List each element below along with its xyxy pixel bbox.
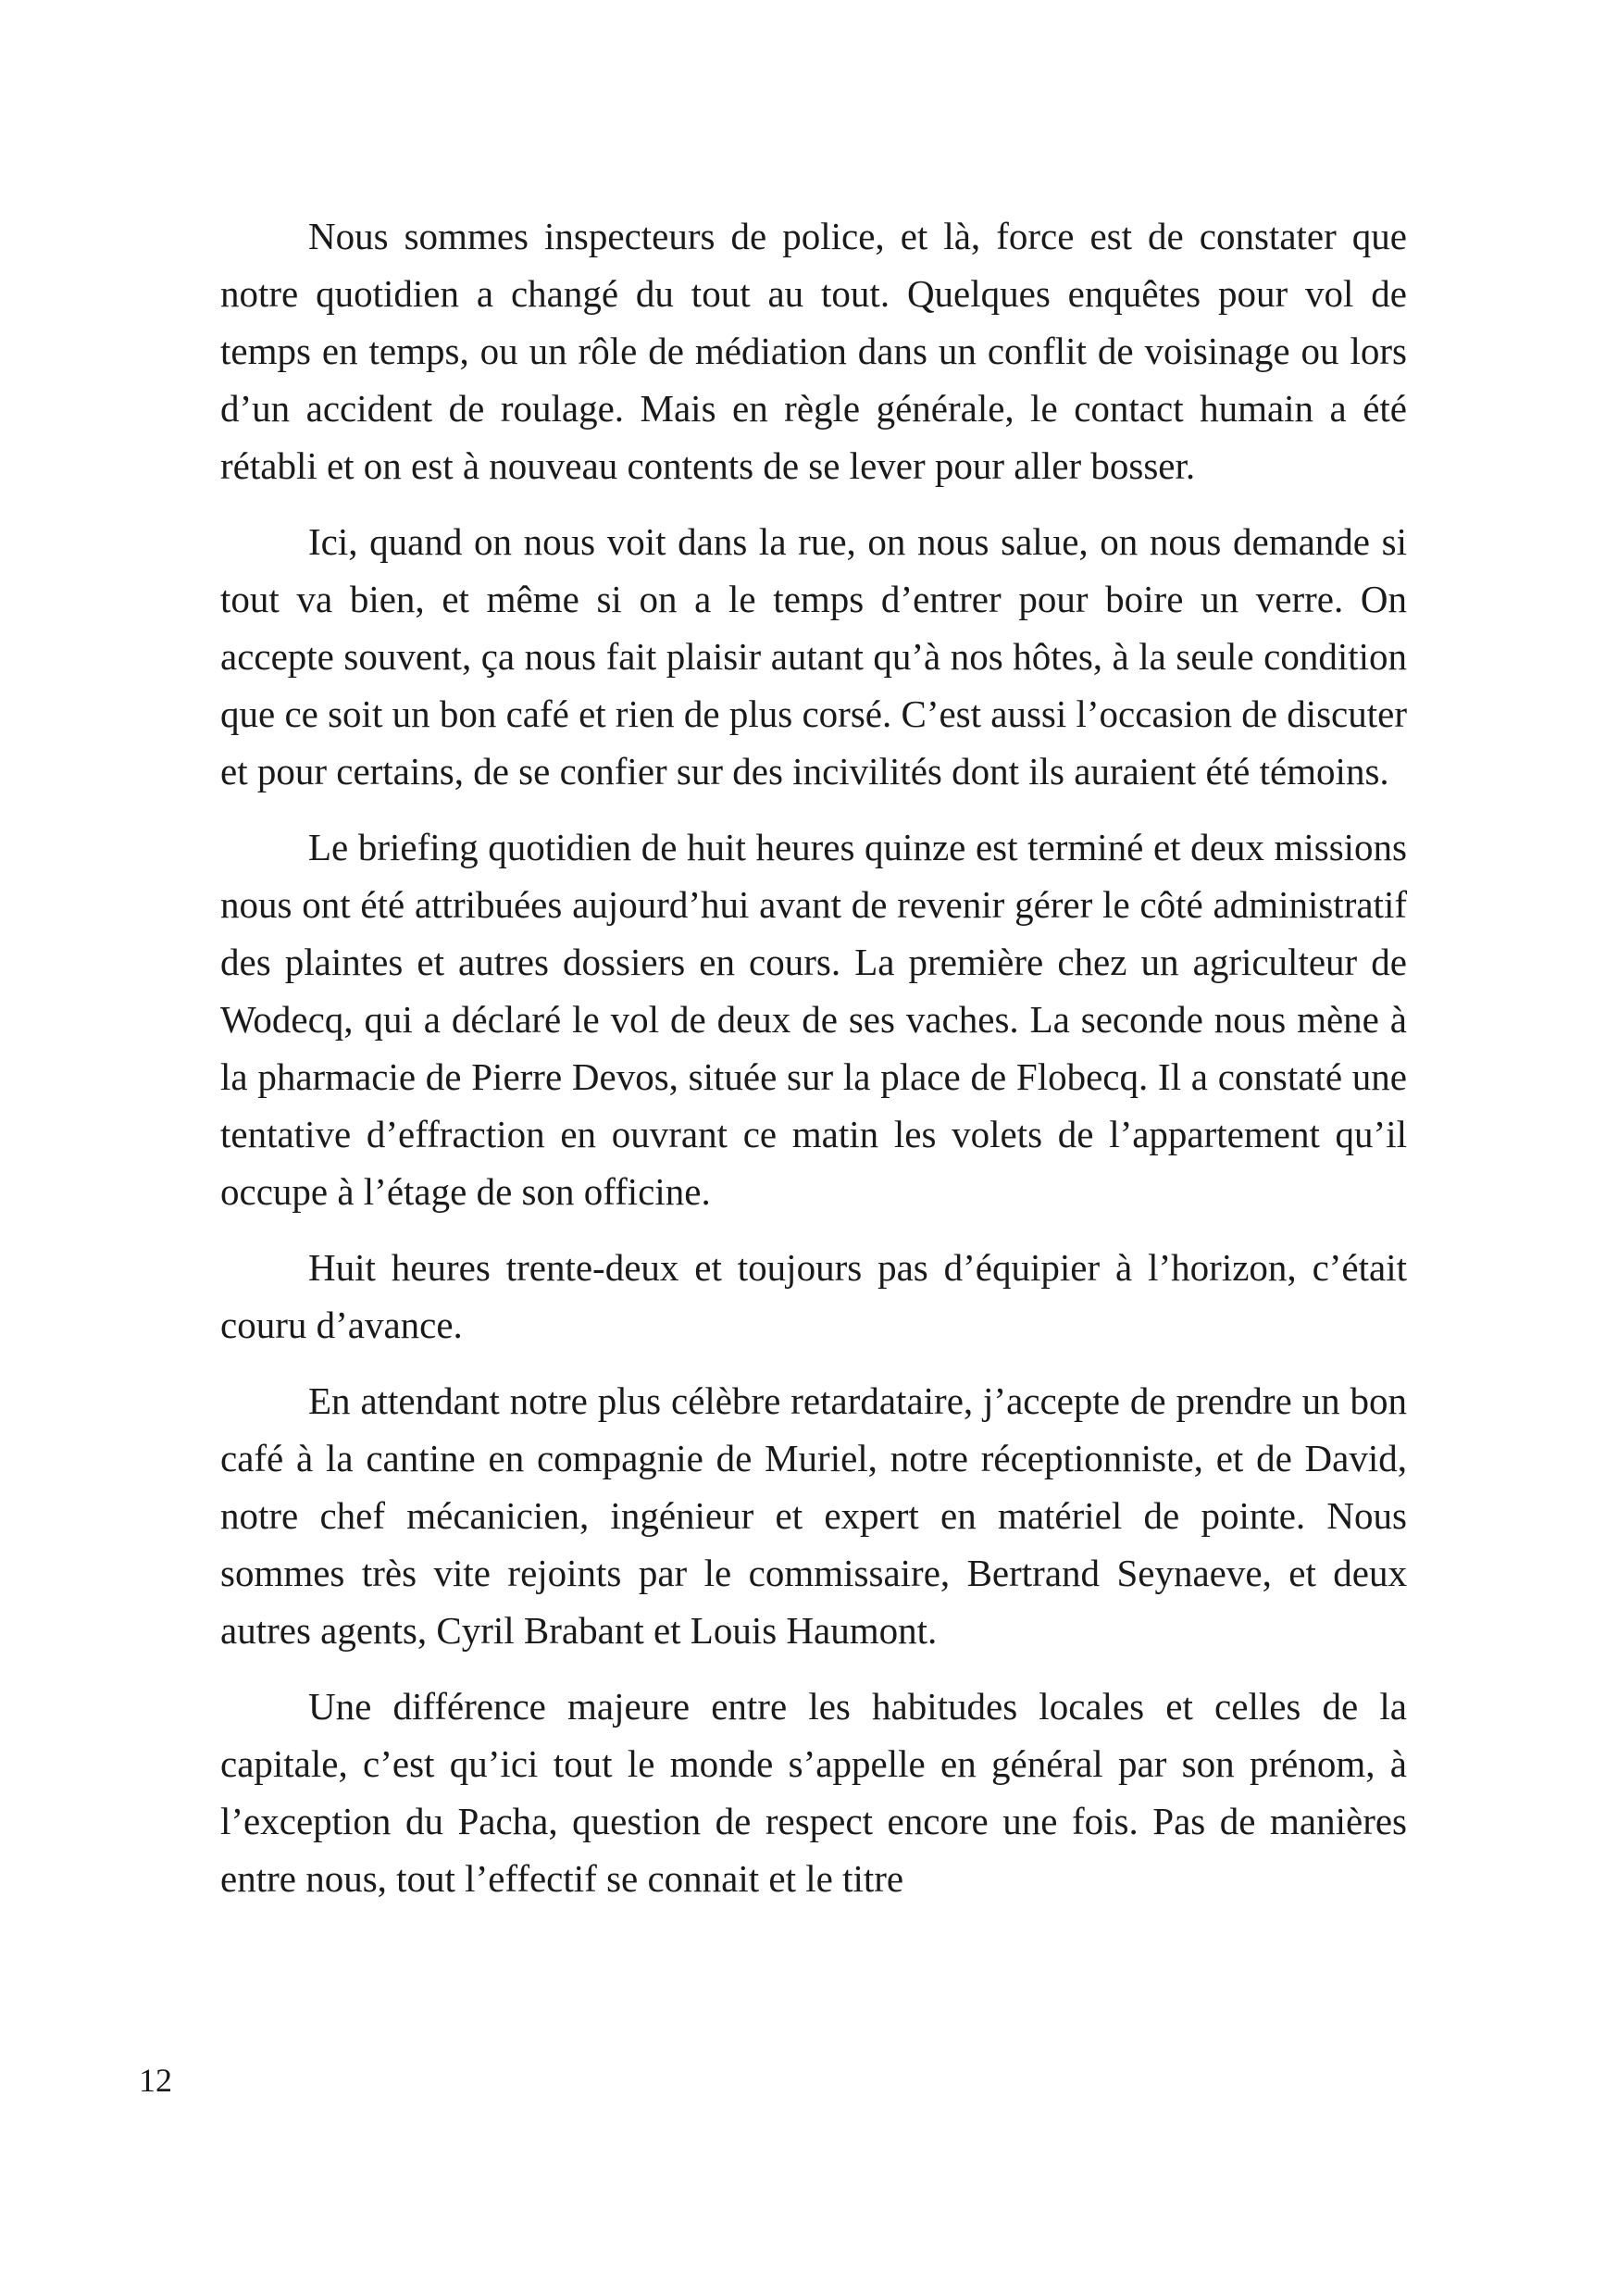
paragraph: En attendant notre plus célèbre retardataire, j’accepte de prendre un bon café à la cantine en compagnie de Muriel, notre réceptionniste, et de David, notre chef mécanicien, ingénieur et expert en matériel de pointe. Nous sommes très vite rejoints par le commissaire, Bertrand Seynaeve, et deux autres agents, Cyril Brabant et Louis Haumont.: [220, 1379, 1407, 1652]
page-number: 12: [139, 2062, 172, 2099]
paragraph: Ici, quand on nous voit dans la rue, on nous salue, on nous demande si tout va bien, et même si on a le temps d’entrer pour boire un verre. On accepte souvent, ça nous fait plaisir autant qu’à nos hôtes, à la seule condition que ce soit un bon café et rien de plus corsé. C’est aussi l’occasion de discuter et pour certains, de se confier sur des incivilités dont ils auraient été témoins.: [220, 520, 1407, 792]
paragraph: Une différence majeure entre les habitudes locales et celles de la capitale, c’est qu’ici tout le monde s’appelle en général par son prénom, à l’exception du Pacha, question de respect encore une fois. Pas de manières entre nous, tout l’effectif se connait et le titre: [220, 1685, 1407, 1900]
paragraph: Huit heures trente-deux et toujours pas d’équipier à l’horizon, c’était couru d’avance.: [220, 1246, 1407, 1346]
body-text: [220, 207, 1407, 1926]
paragraph: Le briefing quotidien de huit heures quinze est terminé et deux missions nous ont été attribuées aujourd’hui avant de revenir gérer le côté administratif des plaintes et autres dossiers en cours. La première chez un agriculteur de Wodecq, qui a déclaré le vol de deux de ses vaches. La seconde nous mène à la pharmacie de Pierre Devos, située sur la place de Flobecq. Il a constaté une tentative d’effraction en ouvrant ce matin les volets de l’appartement qu’il occupe à l’étage de son officine.: [220, 826, 1407, 1213]
paragraph: Nous sommes inspecteurs de police, et là, force est de constater que notre quotidien a changé du tout au tout. Quelques enquêtes pour vol de temps en temps, ou un rôle de médiation dans un conflit de voisinage ou lors d’un accident de roulage. Mais en règle générale, le contact humain a été rétabli et on est à nouveau contents de se lever pour aller bosser.: [220, 215, 1407, 487]
